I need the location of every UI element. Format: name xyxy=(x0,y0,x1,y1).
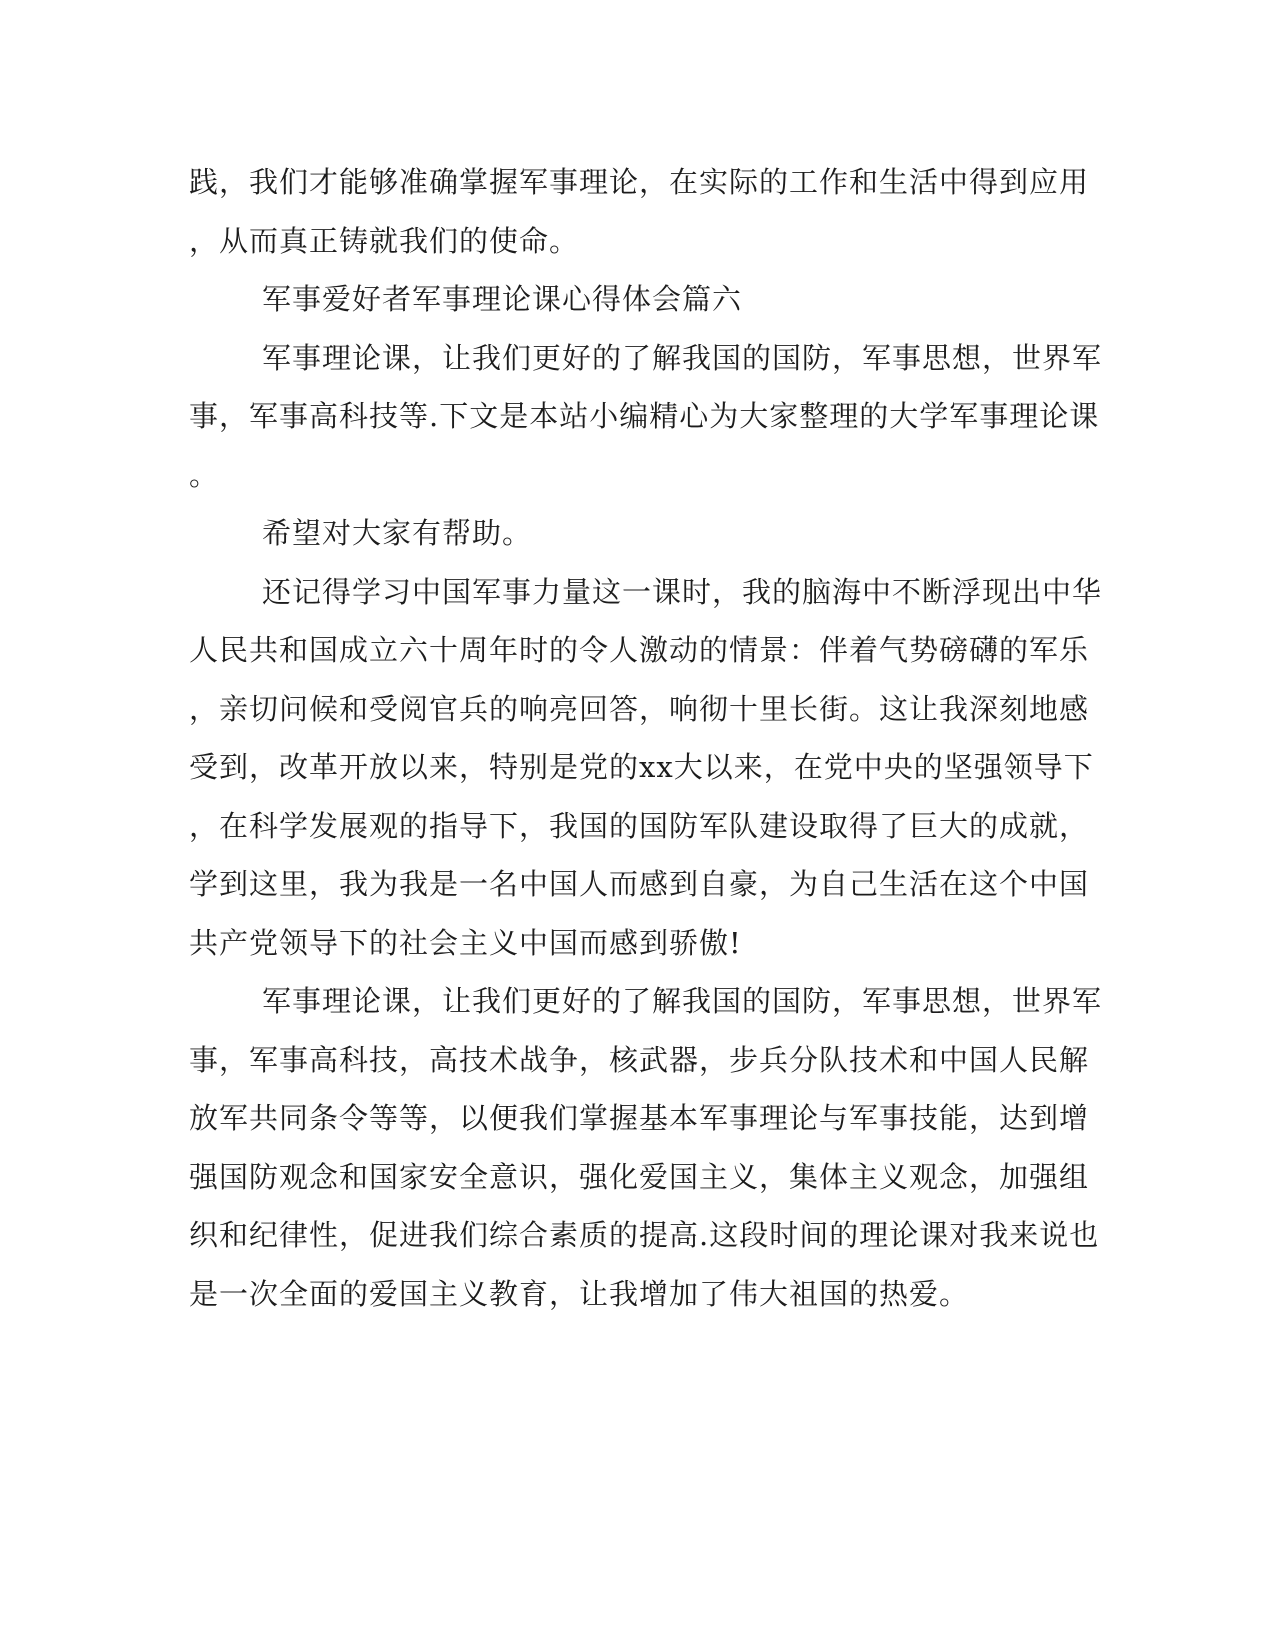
text-line: 共产党领导下的社会主义中国而感到骄傲! xyxy=(189,926,742,960)
text-line: 军事理论课，让我们更好的了解我国的国防，军事思想，世界军 xyxy=(262,984,1103,1018)
section-heading: 军事爱好者军事理论课心得体会篇六 xyxy=(262,282,743,316)
text-line: 强国防观念和国家安全意识，强化爱国主义，集体主义观念，加强组 xyxy=(189,1160,1090,1194)
text-line: 织和纪律性，促进我们综合素质的提高.这段时间的理论课对我来说也 xyxy=(189,1218,1100,1252)
text-line: 是一次全面的爱国主义教育，让我增加了伟大祖国的热爱。 xyxy=(189,1277,970,1311)
text-line: 放军共同条令等等，以便我们掌握基本军事理论与军事技能，达到增 xyxy=(189,1101,1090,1135)
text-line: 。 xyxy=(189,458,220,492)
text-line: ，在科学发展观的指导下，我国的国防军队建设取得了巨大的成就， xyxy=(189,809,1090,843)
text-line: 希望对大家有帮助。 xyxy=(262,516,533,550)
text-line: 还记得学习中国军事力量这一课时，我的脑海中不断浮现出中华 xyxy=(262,575,1103,609)
text-line: 事，军事高科技等.下文是本站小编精心为大家整理的大学军事理论课 xyxy=(189,399,1100,433)
text-line: 军事理论课，让我们更好的了解我国的国防，军事思想，世界军 xyxy=(262,341,1103,375)
text-line: ，亲切问候和受阅官兵的响亮回答，响彻十里长街。这让我深刻地感 xyxy=(189,692,1090,726)
text-line: 事，军事高科技，高技术战争，核武器，步兵分队技术和中国人民解 xyxy=(189,1043,1090,1077)
text-line: ，从而真正铸就我们的使命。 xyxy=(189,224,580,258)
text-line: 受到，改革开放以来，特别是党的xx大以来，在党中央的坚强领导下 xyxy=(189,750,1094,784)
text-line: 学到这里，我为我是一名中国人而感到自豪，为自己生活在这个中国 xyxy=(189,867,1090,901)
text-line: 践，我们才能够准确掌握军事理论，在实际的工作和生活中得到应用 xyxy=(189,165,1090,199)
text-line: 人民共和国成立六十周年时的令人激动的情景：伴着气势磅礴的军乐 xyxy=(189,633,1090,667)
